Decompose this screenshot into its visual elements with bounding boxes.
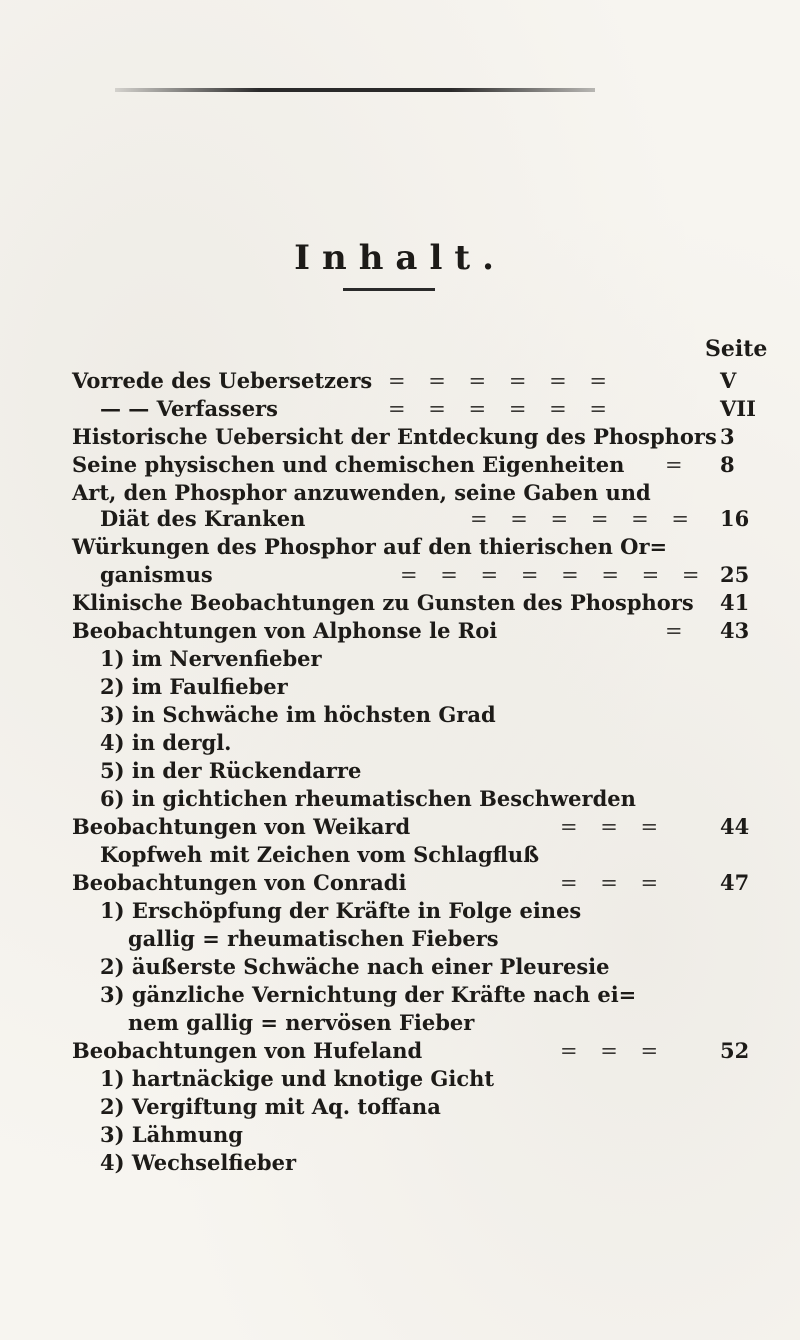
toc-entry-text: Beobachtungen von Hufeland — [72, 1038, 423, 1063]
toc-entry-text: 2) äußerste Schwäche nach einer Pleuresie — [100, 954, 610, 979]
toc-entry-text: 5) in der Rückendarre — [100, 758, 362, 783]
toc-entry-text: 2) Vergiftung mit Aq. toffana — [100, 1094, 441, 1119]
toc-entry-text: 4) Wechselfieber — [100, 1150, 297, 1175]
toc-entry — [0, 758, 800, 784]
toc-entry — [0, 954, 800, 980]
toc-entry-dots: = = = — [560, 1039, 667, 1063]
toc-entry-text: Kopfweh mit Zeichen vom Schlagfluß — [100, 842, 540, 867]
toc-entry — [0, 1122, 800, 1148]
toc-entry-text: 6) in gichtichen rheumatischen Beschwerden — [100, 786, 636, 811]
toc-entry-page: 47 — [720, 870, 750, 895]
toc-entry-page: 8 — [720, 452, 735, 477]
toc-entry-dots: = = = = = = — [388, 397, 615, 421]
toc-entry — [0, 786, 800, 812]
toc-entry-page: 43 — [720, 618, 750, 643]
toc-entry — [0, 870, 800, 896]
toc-entry-dots: = = = = = = — [388, 369, 615, 393]
toc-entry-dots: = = = — [560, 815, 667, 839]
toc-entry-text: 1) hartnäckige und knotige Gicht — [100, 1066, 495, 1091]
toc-entry-text: 4) in dergl. — [100, 730, 232, 755]
toc-entry — [0, 730, 800, 756]
toc-entry — [0, 1038, 800, 1064]
toc-entry-dots: = — [665, 453, 691, 477]
toc-entry-text: Würkungen des Phosphor auf den thierischen Or= — [72, 534, 668, 559]
toc-entry-dots: = — [665, 619, 691, 643]
page-column-label: Seite — [705, 336, 768, 362]
toc-entry — [0, 898, 800, 924]
toc-entry — [0, 618, 800, 644]
toc-entry-text: 3) in Schwäche im höchsten Grad — [100, 702, 496, 727]
page-title: Inhalt. — [294, 238, 506, 278]
toc-entry — [0, 562, 800, 588]
toc-entry-page: 41 — [720, 590, 750, 615]
toc-entry-page: 3 — [720, 424, 735, 449]
toc-entry — [0, 1010, 800, 1036]
toc-entry — [0, 368, 800, 394]
toc-entry — [0, 926, 800, 952]
toc-entry-page: VII — [720, 396, 756, 421]
toc-entry-dots: = = = — [560, 871, 667, 895]
toc-entry-page: 16 — [720, 506, 750, 531]
toc-entry-text: Klinische Beobachtungen zu Gunsten des Phosphors — [72, 590, 694, 615]
toc-entry — [0, 506, 800, 532]
toc-entry-text: 3) Lähmung — [100, 1122, 243, 1147]
toc-entry-dots: = = = = = = = = — [400, 563, 708, 587]
toc-entry-text: Beobachtungen von Conradi — [72, 870, 407, 895]
toc-entry-page: 44 — [720, 814, 750, 839]
toc-entry-text: Diät des Kranken — [100, 506, 306, 531]
toc-entry — [0, 1066, 800, 1092]
toc-entry — [0, 396, 800, 422]
toc-entry — [0, 674, 800, 700]
toc-entry-page: 52 — [720, 1038, 750, 1063]
toc-entry — [0, 424, 800, 450]
toc-entry-dots: = = = = = = — [470, 507, 697, 531]
toc-entry — [0, 1150, 800, 1176]
toc-entry-text: 1) im Nervenfieber — [100, 646, 322, 671]
toc-entry — [0, 702, 800, 728]
toc-entry — [0, 1094, 800, 1120]
toc-entry-page: V — [720, 368, 737, 393]
toc-entry-text: 2) im Faulfieber — [100, 674, 288, 699]
toc-entry-text: nem gallig = nervösen Fieber — [128, 1010, 475, 1035]
toc-entry — [0, 982, 800, 1008]
toc-entry — [0, 590, 800, 616]
toc-entry-text: 3) gänzliche Vernichtung der Kräfte nach ei= — [100, 982, 637, 1007]
toc-entry-text: Historische Uebersicht der Entdeckung des Phosphors — [72, 424, 717, 449]
toc-entry — [0, 480, 800, 506]
toc-entry-text: gallig = rheumatischen Fiebers — [128, 926, 499, 951]
toc-entry-page: 25 — [720, 562, 750, 587]
toc-entry-text: Beobachtungen von Weikard — [72, 814, 411, 839]
toc-entry-text: Vorrede des Uebersetzers — [72, 368, 373, 393]
toc-entry-text: — — Verfassers — [100, 396, 278, 421]
toc-entry — [0, 842, 800, 868]
toc-entry-text: 1) Erschöpfung der Kräfte in Folge eines — [100, 898, 582, 923]
toc-entry-text: Seine physischen und chemischen Eigenheiten — [72, 452, 625, 477]
toc-entry-text: ganismus — [100, 562, 213, 587]
toc-entry-text: Art, den Phosphor anzuwenden, seine Gaben und — [72, 480, 651, 505]
toc-entry — [0, 814, 800, 840]
toc-entry — [0, 452, 800, 478]
toc-entry — [0, 646, 800, 672]
toc-entry-text: Beobachtungen von Alphonse le Roi — [72, 618, 498, 643]
toc-entry — [0, 534, 800, 560]
